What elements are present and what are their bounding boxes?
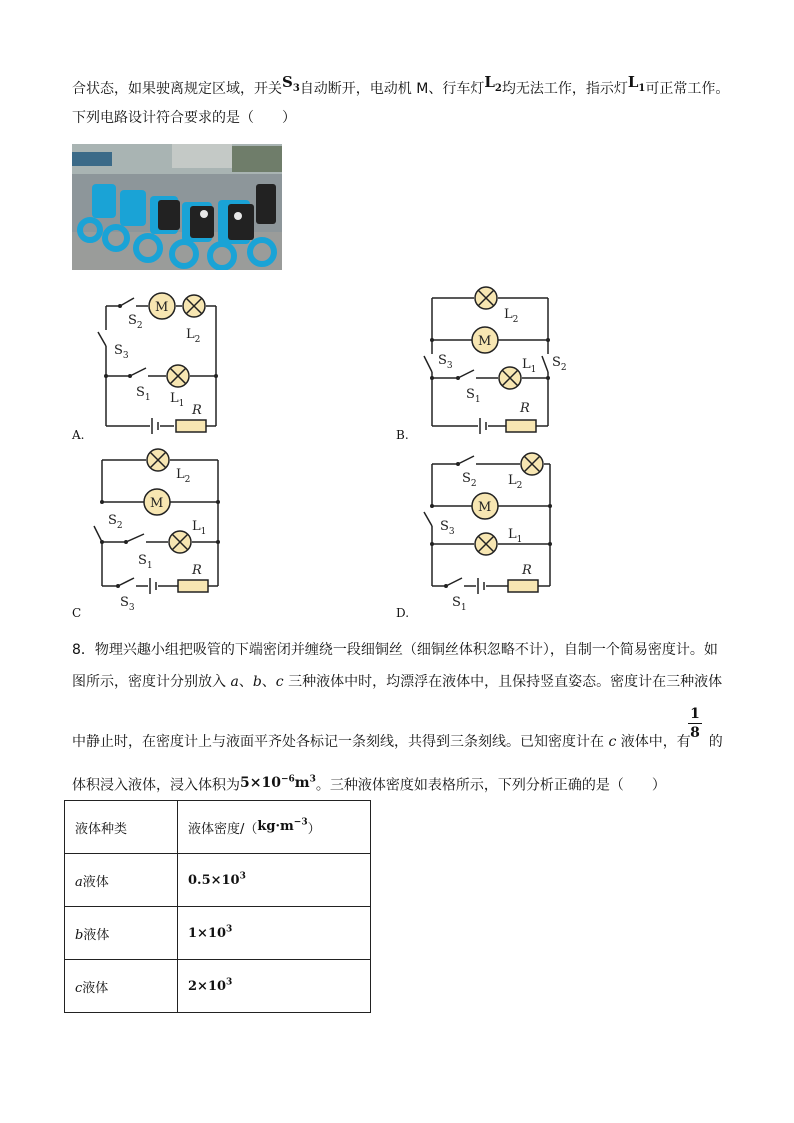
option-b-label: B. bbox=[396, 428, 409, 442]
svg-text:S1: $S_1$ bbox=[138, 553, 153, 571]
svg-text:S1: $S_1$ bbox=[452, 595, 467, 613]
ebike-photo bbox=[72, 144, 282, 270]
table-header-row bbox=[65, 801, 371, 854]
liquid-name: b液体 bbox=[65, 907, 178, 960]
svg-text:R: R bbox=[522, 563, 532, 578]
liquid-density: $1\times 10^3$ bbox=[178, 907, 371, 960]
svg-text:S1: $S_1$ bbox=[136, 385, 151, 403]
q7-line1-part-c: 均无法工作，指示灯 bbox=[501, 81, 628, 97]
q7-line1 bbox=[72, 73, 730, 105]
svg-text:S2: $S_2$ bbox=[462, 471, 477, 489]
svg-text:S1: $S_1$ bbox=[466, 387, 481, 405]
svg-text:S3: $S_3$ bbox=[438, 353, 453, 371]
svg-text:S2: $S_2$ bbox=[552, 355, 567, 373]
option-c-label: C bbox=[72, 606, 82, 620]
liquid-density: $2\times 10^3$ bbox=[178, 960, 371, 1013]
svg-text:S2: $S_2$ bbox=[108, 513, 123, 531]
svg-text:L2: $L_2$ bbox=[186, 327, 201, 345]
symbol-l1: $L_1$ bbox=[627, 73, 646, 94]
svg-text:L1: $L_1$ bbox=[522, 357, 537, 375]
q7-line1-part-a: 合状态，如果驶离规定区域，开关 bbox=[72, 81, 282, 97]
svg-text:R: R bbox=[192, 403, 202, 418]
table-row bbox=[65, 960, 371, 1013]
q7-line2: 下列电路设计符合要求的是（ ） bbox=[72, 110, 296, 126]
table-row bbox=[65, 907, 371, 960]
liquid-name: c液体 bbox=[65, 960, 178, 1013]
q8-line1: 8．物理兴趣小组把吸管的下端密闭并缠绕一段细铜丝（细铜丝体积忽略不计），自制一个简易密度计。如 bbox=[72, 642, 718, 658]
svg-text:L2: $L_2$ bbox=[504, 307, 519, 325]
svg-text:L1: $L_1$ bbox=[508, 527, 523, 545]
motor-label: M bbox=[155, 300, 169, 315]
svg-text:L2: $L_2$ bbox=[176, 467, 191, 485]
symbol-s3: $S_3$ bbox=[282, 73, 300, 94]
option-d-label: D. bbox=[396, 606, 410, 620]
svg-text:R: R bbox=[192, 563, 202, 578]
svg-text:M: M bbox=[478, 334, 492, 349]
header-density: 液体密度$/(kg\cdot m^{-3})$ bbox=[178, 801, 371, 854]
svg-text:S3: $S_3$ bbox=[440, 519, 455, 537]
q8-line4: 体积浸入液体，浸入体积为$5\times 10^{-6}m^3$。三种液体密度如表格所示，下列分析正确的是（ ） bbox=[72, 774, 666, 794]
fraction-one-eighth: 1 8 bbox=[688, 706, 702, 741]
table-row bbox=[65, 854, 371, 907]
q7-line1-part-d: 可正常工作。 bbox=[645, 81, 730, 97]
liquid-name: a液体 bbox=[65, 854, 178, 907]
svg-text:S3: $S_3$ bbox=[114, 343, 129, 361]
svg-text:M: M bbox=[478, 500, 492, 515]
circuit-d bbox=[412, 446, 562, 616]
option-a-label: A. bbox=[72, 428, 85, 442]
q7-line1-part-b: 自动断开，电动机 M、行车灯 bbox=[299, 81, 485, 97]
circuit-c bbox=[84, 446, 234, 616]
liquid-density: $0.5\times 10^3$ bbox=[178, 854, 371, 907]
svg-text:R: R bbox=[520, 401, 530, 416]
svg-text:S2: $S_2$ bbox=[128, 313, 143, 331]
q8-line3: 中静止时，在密度计上与液面平齐处各标记一条刻线，共得到三条刻线。已知密度计在 c 液体中，有 的 bbox=[72, 734, 723, 750]
q8-line2: 图所示，密度计分别放入 a、b、c 三种液体中时，均漂浮在液体中，且保持竖直姿态。密度计在三种液体 bbox=[72, 674, 723, 690]
circuit-a bbox=[90, 288, 230, 438]
circuit-b bbox=[412, 286, 582, 440]
svg-text:S3: $S_3$ bbox=[120, 595, 135, 613]
svg-text:L1: $L_1$ bbox=[192, 519, 207, 537]
header-liquid-type: 液体种类 bbox=[65, 801, 178, 854]
symbol-l2: $L_2$ bbox=[484, 73, 502, 94]
svg-text:L2: $L_2$ bbox=[508, 473, 523, 491]
svg-text:M: M bbox=[150, 496, 164, 511]
density-table bbox=[64, 800, 371, 1013]
svg-text:L1: $L_1$ bbox=[170, 391, 185, 409]
